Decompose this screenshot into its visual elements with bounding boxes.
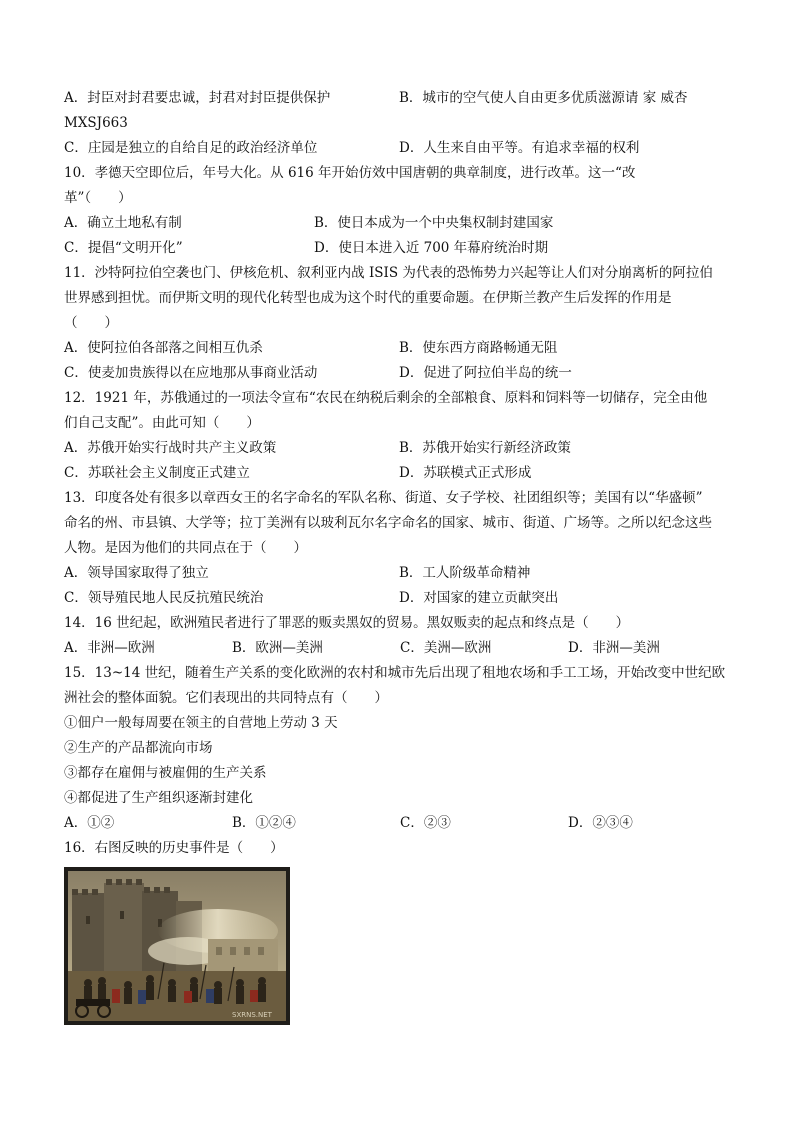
q10-options-row1 — [64, 211, 736, 236]
q15-option-b[interactable]: B．①②④ — [232, 815, 296, 831]
q10-stem-line1: 10．孝德天空即位后，年号大化。从 616 年开始仿效中国唐朝的典章制度，进行改革。这一“改 — [64, 165, 636, 181]
q14-option-d[interactable]: D．非洲—美洲 — [568, 640, 660, 656]
q10-option-c[interactable]: C．提倡“文明开化” — [64, 240, 183, 256]
q14-option-c[interactable]: C．美洲—欧洲 — [400, 640, 492, 656]
q12-stem-line1: 12．1921 年，苏俄通过的一项法令宣布“农民在纳税后剩余的全部粮食、原料和饲料等一切储存，完全由他 — [64, 390, 708, 406]
q12-stem-line2: 们自己支配”。由此可知（ ） — [64, 415, 260, 431]
q16-stem: 16．右图反映的历史事件是（ ） — [64, 840, 284, 856]
q14-option-b[interactable]: B．欧洲—美洲 — [232, 640, 323, 656]
exam-page — [64, 86, 736, 1025]
q11-options-row2 — [64, 361, 736, 386]
q13-options-row2 — [64, 586, 736, 611]
image-watermark: SXRNS.NET — [232, 1011, 272, 1019]
q10-stem-line2: 革”（ ） — [64, 190, 132, 206]
q9-option-c[interactable]: C．庄园是独立的自给自足的政治经济单位 — [64, 140, 318, 156]
q9-options-row2 — [64, 136, 736, 161]
q13-option-a[interactable]: A．领导国家取得了独立 — [64, 565, 209, 581]
q15-stem-line2: 洲社会的整体面貌。它们表现出的共同特点有（ ） — [64, 690, 388, 706]
q12-option-c[interactable]: C．苏联社会主义制度正式建立 — [64, 465, 250, 481]
q11-stem-line1: 11．沙特阿拉伯空袭也门、伊核危机、叙利亚内战 ISIS 为代表的恐怖势力兴起等让人们对分崩离析的阿拉伯 — [64, 265, 713, 281]
q11-option-a[interactable]: A．使阿拉伯各部落之间相互仇杀 — [64, 340, 263, 356]
q9-option-b-continued: MXSJ663 — [64, 115, 128, 131]
q14-options — [64, 636, 736, 661]
q15-option-c[interactable]: C．②③ — [400, 815, 451, 831]
q9-option-a[interactable]: A．封臣对封君要忠诚，封君对封臣提供保护 — [64, 90, 331, 106]
q14-option-a[interactable]: A．非洲—欧洲 — [64, 640, 155, 656]
q15-option-d[interactable]: D．②③④ — [568, 815, 633, 831]
q11-options-row1 — [64, 336, 736, 361]
q11-option-d[interactable]: D．促进了阿拉伯半岛的统一 — [399, 365, 572, 381]
q12-options-row2 — [64, 461, 736, 486]
q9-option-d[interactable]: D．人生来自由平等。有追求幸福的权利 — [399, 140, 640, 156]
q12-option-d[interactable]: D．苏联模式正式形成 — [399, 465, 532, 481]
q13-stem-line3: 人物。是因为他们的共同点在于（ ） — [64, 540, 307, 556]
q15-statement-2: ②生产的产品都流向市场 — [64, 740, 213, 756]
q13-option-c[interactable]: C．领导殖民地人民反抗殖民统治 — [64, 590, 264, 606]
q11-stem-line2: 世界感到担忧。而伊斯文明的现代化转型也成为这个时代的重要命题。在伊斯兰教产生后发挥的作用是 — [64, 290, 672, 306]
q11-option-b[interactable]: B．使东西方商路畅通无阻 — [399, 340, 558, 356]
q10-option-a[interactable]: A．确立土地私有制 — [64, 215, 182, 231]
q15-options — [64, 811, 736, 836]
q15-statement-3: ③都存在雇佣与被雇佣的生产关系 — [64, 765, 267, 781]
q12-options-row1 — [64, 436, 736, 461]
q9-option-b[interactable]: B．城市的空气使人自由更多优质滋源请 家 威杏 — [399, 90, 688, 106]
q13-stem-line1: 13．印度各处有很多以章西女王的名字命名的军队名称、街道、女子学校、社团组织等；美国有以“华盛顿” — [64, 490, 703, 506]
q10-option-b[interactable]: B．使日本成为一个中央集权制封建国家 — [314, 215, 554, 231]
q15-statement-4: ④都促进了生产组织逐渐封建化 — [64, 790, 253, 806]
q14-stem: 14．16 世纪起，欧洲殖民者进行了罪恶的贩卖黑奴的贸易。黑奴贩卖的起点和终点是（ ） — [64, 615, 630, 631]
q10-options-row2 — [64, 236, 736, 261]
q11-stem-line3: （ ） — [64, 315, 118, 331]
q13-options-row1 — [64, 561, 736, 586]
q13-option-b[interactable]: B．工人阶级革命精神 — [399, 565, 531, 581]
q12-option-b[interactable]: B．苏俄开始实行新经济政策 — [399, 440, 571, 456]
painting-illustration — [68, 871, 286, 1021]
storming-of-bastille-image — [64, 867, 290, 1025]
q15-stem-line1: 15．13~14 世纪，随着生产关系的变化欧洲的农村和城市先后出现了租地农场和手工工场，开始改变中世纪欧 — [64, 665, 726, 681]
q15-option-a[interactable]: A．①② — [64, 815, 115, 831]
q9-options-row1 — [64, 86, 736, 111]
q13-stem-line2: 命名的州、市县镇、大学等；拉丁美洲有以玻利瓦尔名字命名的国家、城市、街道、广场等。之所以纪念这些 — [64, 515, 712, 531]
q10-option-d[interactable]: D．使日本进入近 700 年幕府统治时期 — [314, 240, 549, 256]
q13-option-d[interactable]: D．对国家的建立贡献突出 — [399, 590, 559, 606]
q15-statement-1: ①佃户一般每周要在领主的自营地上劳动 3 天 — [64, 715, 338, 731]
q12-option-a[interactable]: A．苏俄开始实行战时共产主义政策 — [64, 440, 277, 456]
q11-option-c[interactable]: C．使麦加贵族得以在应地那从事商业活动 — [64, 365, 318, 381]
